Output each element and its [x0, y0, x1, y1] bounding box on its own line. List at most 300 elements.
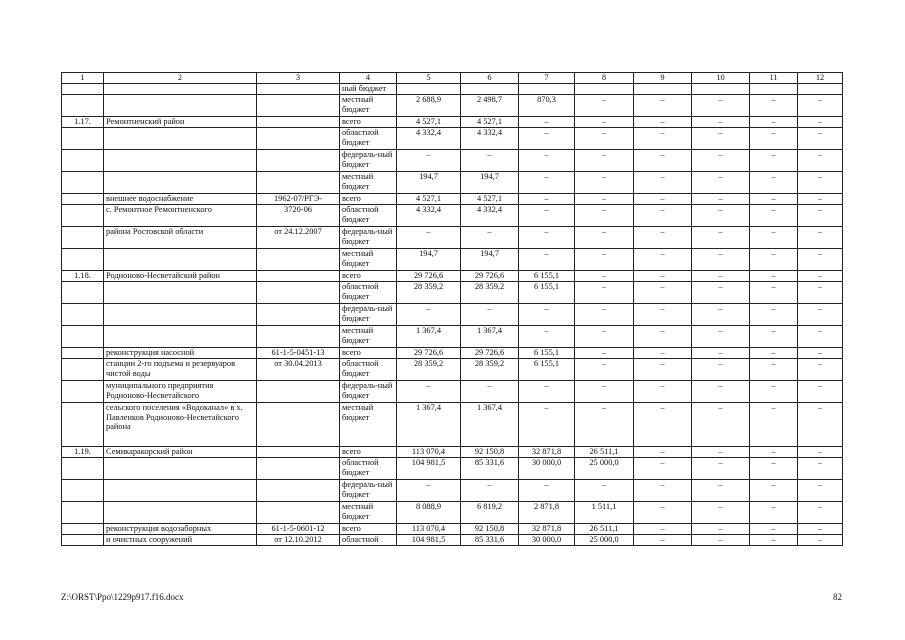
- table-cell: Родионово-Несветайский район: [104, 271, 257, 282]
- table-cell: –: [575, 282, 634, 304]
- table-cell: [62, 249, 104, 271]
- table-cell: сельского поселения «Водоканал» в х. Павленков Родионово-Несветайского района: [104, 403, 257, 447]
- table-cell: –: [750, 502, 798, 524]
- table-cell: 194,7: [461, 172, 519, 194]
- table-cell: 4 527,1: [397, 117, 461, 128]
- table-cell: 1962-07/РГЭ-: [257, 194, 340, 205]
- table-cell: 4 332,4: [461, 128, 519, 150]
- table-cell: [257, 84, 340, 95]
- table-cell: [104, 480, 257, 502]
- column-header-4: 4: [340, 73, 397, 84]
- table-cell: [62, 282, 104, 304]
- table-cell: 92 150,8: [461, 447, 519, 458]
- table-cell: –: [750, 359, 798, 381]
- table-cell: –: [798, 403, 843, 447]
- column-header-8: 8: [575, 73, 634, 84]
- table-cell: [62, 480, 104, 502]
- table-cell: –: [519, 326, 575, 348]
- table-cell: –: [575, 194, 634, 205]
- table-cell: –: [634, 95, 692, 117]
- table-cell: –: [634, 502, 692, 524]
- column-header-3: 3: [257, 73, 340, 84]
- table-cell: –: [575, 128, 634, 150]
- table-cell: –: [692, 502, 750, 524]
- table-cell: –: [519, 249, 575, 271]
- table-cell: –: [750, 227, 798, 249]
- table-cell: –: [634, 535, 692, 546]
- table-cell: –: [692, 194, 750, 205]
- table-cell: всего: [340, 194, 397, 205]
- table-row: [62, 458, 843, 480]
- table-cell: станции 2-го подъема и резервуаров чистой воды: [104, 359, 257, 381]
- table-cell: –: [634, 359, 692, 381]
- table-cell: –: [692, 403, 750, 447]
- column-header-10: 10: [692, 73, 750, 84]
- table-cell: всего: [340, 348, 397, 359]
- table-cell: [257, 447, 340, 458]
- table-cell: –: [634, 458, 692, 480]
- table-cell: 2 871,8: [519, 502, 575, 524]
- table-cell: [257, 381, 340, 403]
- table-cell: –: [634, 205, 692, 227]
- table-cell: федераль-ный бюджет: [340, 150, 397, 172]
- table-cell: –: [575, 117, 634, 128]
- table-cell: –: [575, 304, 634, 326]
- table-cell: –: [575, 150, 634, 172]
- table-cell: –: [798, 128, 843, 150]
- table-cell: всего: [340, 524, 397, 535]
- table-cell: 6 155,1: [519, 359, 575, 381]
- table-cell: –: [575, 326, 634, 348]
- table-cell: 30 000,0: [519, 535, 575, 546]
- table-cell: –: [461, 150, 519, 172]
- table-cell: –: [397, 227, 461, 249]
- table-cell: [104, 128, 257, 150]
- table-cell: [104, 304, 257, 326]
- table-cell: местный бюджет: [340, 95, 397, 117]
- table-cell: –: [575, 205, 634, 227]
- table-cell: [62, 227, 104, 249]
- table-cell: [257, 95, 340, 117]
- table-cell: –: [519, 304, 575, 326]
- table-cell: [62, 458, 104, 480]
- table-cell: –: [634, 128, 692, 150]
- table-cell: –: [750, 348, 798, 359]
- table-cell: –: [634, 480, 692, 502]
- table-cell: [257, 271, 340, 282]
- table-cell: [798, 84, 843, 95]
- column-header-6: 6: [461, 73, 519, 84]
- table-cell: [257, 326, 340, 348]
- table-cell: 1.18.: [62, 271, 104, 282]
- table-cell: –: [798, 502, 843, 524]
- table-cell: всего: [340, 117, 397, 128]
- table-cell: [397, 84, 461, 95]
- table-cell: –: [692, 172, 750, 194]
- table-cell: от 30.04.2013: [257, 359, 340, 381]
- table-cell: –: [634, 348, 692, 359]
- table-cell: 8 088,9: [397, 502, 461, 524]
- table-cell: областной бюджет: [340, 205, 397, 227]
- table-cell: [104, 150, 257, 172]
- table-cell: –: [692, 458, 750, 480]
- column-header-1: 1: [62, 73, 104, 84]
- budget-table: [61, 72, 843, 546]
- table-cell: [692, 84, 750, 95]
- table-cell: [257, 117, 340, 128]
- table-cell: [257, 458, 340, 480]
- table-cell: –: [798, 95, 843, 117]
- table-cell: –: [692, 348, 750, 359]
- table-cell: всего: [340, 447, 397, 458]
- table-cell: 85 331,6: [461, 458, 519, 480]
- table-cell: –: [798, 282, 843, 304]
- table-cell: Ремонтненский район: [104, 117, 257, 128]
- table-cell: –: [692, 282, 750, 304]
- table-cell: –: [575, 480, 634, 502]
- table-cell: [257, 282, 340, 304]
- table-cell: –: [634, 271, 692, 282]
- table-cell: [62, 304, 104, 326]
- table-cell: –: [634, 227, 692, 249]
- table-cell: местный бюджет: [340, 403, 397, 447]
- table-cell: –: [798, 359, 843, 381]
- table-cell: областной бюджет: [340, 282, 397, 304]
- table-cell: –: [692, 359, 750, 381]
- table-cell: –: [750, 480, 798, 502]
- table-cell: реконструкция водозаборных: [104, 524, 257, 535]
- table-cell: –: [750, 194, 798, 205]
- table-cell: –: [750, 403, 798, 447]
- table-cell: 1 367,4: [461, 326, 519, 348]
- table-cell: [104, 502, 257, 524]
- table-cell: –: [692, 271, 750, 282]
- table-cell: 1 511,1: [575, 502, 634, 524]
- table-row: [62, 128, 843, 150]
- table-cell: –: [798, 150, 843, 172]
- table-cell: –: [798, 480, 843, 502]
- table-cell: [62, 348, 104, 359]
- table-cell: –: [750, 535, 798, 546]
- table-cell: 1.17.: [62, 117, 104, 128]
- table-cell: –: [750, 282, 798, 304]
- table-cell: местный бюджет: [340, 326, 397, 348]
- table-cell: –: [575, 227, 634, 249]
- table-cell: и очистных сооружений: [104, 535, 257, 546]
- table-cell: –: [397, 480, 461, 502]
- table-cell: 6 155,1: [519, 282, 575, 304]
- table-cell: от 12.10.2012: [257, 535, 340, 546]
- table-cell: –: [798, 271, 843, 282]
- table-cell: –: [798, 348, 843, 359]
- table-cell: [104, 249, 257, 271]
- table-cell: –: [750, 271, 798, 282]
- table-cell: –: [461, 304, 519, 326]
- table-cell: –: [397, 304, 461, 326]
- table-cell: –: [397, 381, 461, 403]
- table-cell: –: [519, 117, 575, 128]
- table-cell: 1 367,4: [397, 403, 461, 447]
- table-cell: –: [634, 447, 692, 458]
- table-cell: [257, 480, 340, 502]
- table-cell: –: [692, 249, 750, 271]
- table-cell: [104, 326, 257, 348]
- table-cell: федераль-ный бюджет: [340, 480, 397, 502]
- table-cell: 2 498,7: [461, 95, 519, 117]
- table-cell: [104, 282, 257, 304]
- table-row: [62, 524, 843, 535]
- table-cell: –: [519, 381, 575, 403]
- table-row: [62, 502, 843, 524]
- table-cell: 194,7: [397, 172, 461, 194]
- table-cell: –: [519, 150, 575, 172]
- table-cell: –: [750, 205, 798, 227]
- table-cell: 2 688,9: [397, 95, 461, 117]
- table-cell: –: [750, 326, 798, 348]
- table-cell: –: [575, 271, 634, 282]
- table-cell: [62, 150, 104, 172]
- table-cell: 104 981,5: [397, 535, 461, 546]
- table-cell: –: [634, 403, 692, 447]
- table-cell: 30 000,0: [519, 458, 575, 480]
- table-cell: [62, 194, 104, 205]
- table-cell: внешнее водоснабжение: [104, 194, 257, 205]
- table-cell: всего: [340, 271, 397, 282]
- table-cell: [257, 304, 340, 326]
- table-cell: федераль-ный бюджет: [340, 227, 397, 249]
- table-cell: 32 871,8: [519, 447, 575, 458]
- table-cell: 28 359,2: [461, 359, 519, 381]
- table-cell: с. Ремонтное Ремонтненского: [104, 205, 257, 227]
- table-cell: –: [692, 117, 750, 128]
- table-cell: –: [750, 117, 798, 128]
- table-cell: федераль-ный бюджет: [340, 304, 397, 326]
- table-cell: [634, 84, 692, 95]
- table-cell: 25 000,0: [575, 535, 634, 546]
- table-cell: –: [461, 381, 519, 403]
- table-row: [62, 271, 843, 282]
- table-cell: 61-1-5-0451-13: [257, 348, 340, 359]
- table-cell: –: [798, 117, 843, 128]
- table-cell: –: [461, 480, 519, 502]
- table-cell: [62, 524, 104, 535]
- table-cell: –: [750, 447, 798, 458]
- file-path: Z:\ORST\Ppo\1229p917.f16.docx: [61, 592, 184, 602]
- table-cell: 4 332,4: [397, 205, 461, 227]
- table-cell: от 24.12.2007: [257, 227, 340, 249]
- table-cell: –: [634, 150, 692, 172]
- table-cell: [62, 326, 104, 348]
- table-cell: –: [575, 95, 634, 117]
- table-cell: –: [634, 282, 692, 304]
- table-cell: 3720-06: [257, 205, 340, 227]
- table-cell: –: [692, 95, 750, 117]
- table-cell: 113 070,4: [397, 447, 461, 458]
- table-cell: 32 871,8: [519, 524, 575, 535]
- table-cell: –: [692, 128, 750, 150]
- table-cell: –: [692, 205, 750, 227]
- table-cell: –: [519, 194, 575, 205]
- table-row: [62, 403, 843, 447]
- table-cell: 28 359,2: [397, 282, 461, 304]
- table-cell: [461, 84, 519, 95]
- table-cell: –: [750, 381, 798, 403]
- table-cell: –: [575, 172, 634, 194]
- table-cell: –: [692, 447, 750, 458]
- table-cell: 6 155,1: [519, 271, 575, 282]
- table-cell: –: [634, 172, 692, 194]
- table-cell: –: [750, 524, 798, 535]
- column-header-7: 7: [519, 73, 575, 84]
- table-cell: 4 332,4: [461, 205, 519, 227]
- table-row: [62, 249, 843, 271]
- table-cell: [104, 458, 257, 480]
- table-cell: 6 819,2: [461, 502, 519, 524]
- table-cell: ный бюджет: [340, 84, 397, 95]
- table-row: [62, 227, 843, 249]
- table-cell: 29 726,6: [397, 348, 461, 359]
- table-cell: 1.19.: [62, 447, 104, 458]
- table-cell: –: [575, 381, 634, 403]
- table-cell: 113 070,4: [397, 524, 461, 535]
- table-row: [62, 84, 843, 95]
- column-header-2: 2: [104, 73, 257, 84]
- table-cell: местный бюджет: [340, 249, 397, 271]
- table-cell: 29 726,6: [461, 271, 519, 282]
- table-cell: –: [692, 524, 750, 535]
- table-cell: –: [692, 304, 750, 326]
- table-cell: [257, 403, 340, 447]
- table-cell: –: [750, 249, 798, 271]
- table-cell: [519, 84, 575, 95]
- table-cell: –: [798, 458, 843, 480]
- table-cell: –: [634, 117, 692, 128]
- table-cell: областной бюджет: [340, 458, 397, 480]
- table-cell: –: [798, 381, 843, 403]
- table-cell: –: [798, 447, 843, 458]
- table-cell: 4 527,1: [461, 117, 519, 128]
- table-cell: [62, 205, 104, 227]
- table-cell: –: [461, 227, 519, 249]
- table-cell: федераль-ный бюджет: [340, 381, 397, 403]
- table-row: [62, 205, 843, 227]
- table-cell: –: [798, 172, 843, 194]
- table-cell: областной: [340, 535, 397, 546]
- table-cell: 6 155,1: [519, 348, 575, 359]
- table-header-row: [62, 73, 843, 84]
- table-cell: –: [750, 95, 798, 117]
- table-cell: [62, 84, 104, 95]
- table-cell: местный бюджет: [340, 502, 397, 524]
- table-cell: –: [634, 381, 692, 403]
- table-cell: [62, 128, 104, 150]
- table-cell: –: [692, 535, 750, 546]
- table-cell: 61-1-5-0601-12: [257, 524, 340, 535]
- table-row: [62, 304, 843, 326]
- table-cell: 4 527,1: [397, 194, 461, 205]
- column-header-11: 11: [750, 73, 798, 84]
- table-cell: 85 331,6: [461, 535, 519, 546]
- table-cell: –: [798, 304, 843, 326]
- table-cell: –: [750, 304, 798, 326]
- table-cell: 29 726,6: [397, 271, 461, 282]
- table-cell: [104, 84, 257, 95]
- table-cell: 4 332,4: [397, 128, 461, 150]
- table-cell: [62, 95, 104, 117]
- table-cell: –: [798, 205, 843, 227]
- table-cell: местный бюджет: [340, 172, 397, 194]
- table-cell: [104, 95, 257, 117]
- table-cell: –: [397, 150, 461, 172]
- table-cell: –: [519, 227, 575, 249]
- table-row: [62, 150, 843, 172]
- table-cell: 1 367,4: [461, 403, 519, 447]
- table-cell: –: [519, 128, 575, 150]
- table-cell: –: [798, 326, 843, 348]
- table-row: [62, 535, 843, 546]
- table-cell: [62, 535, 104, 546]
- table-cell: [750, 84, 798, 95]
- table-cell: –: [798, 524, 843, 535]
- table-cell: [575, 84, 634, 95]
- table-cell: –: [750, 150, 798, 172]
- table-row: [62, 117, 843, 128]
- table-cell: района Ростовской области: [104, 227, 257, 249]
- column-header-9: 9: [634, 73, 692, 84]
- table-cell: –: [519, 205, 575, 227]
- table-cell: 870,3: [519, 95, 575, 117]
- table-cell: [62, 403, 104, 447]
- table-cell: –: [575, 348, 634, 359]
- table-cell: [257, 128, 340, 150]
- table-cell: [257, 172, 340, 194]
- column-header-5: 5: [397, 73, 461, 84]
- table-cell: муниципального предприятия Родионово-Несветайского: [104, 381, 257, 403]
- table-cell: [62, 359, 104, 381]
- table-cell: 194,7: [397, 249, 461, 271]
- table-cell: [104, 172, 257, 194]
- table-cell: –: [575, 403, 634, 447]
- table-row: [62, 172, 843, 194]
- table-cell: [62, 502, 104, 524]
- table-cell: 26 511,1: [575, 524, 634, 535]
- table-cell: 28 359,2: [397, 359, 461, 381]
- table-cell: –: [634, 326, 692, 348]
- table-row: [62, 447, 843, 458]
- table-cell: 4 527,1: [461, 194, 519, 205]
- table-cell: –: [798, 249, 843, 271]
- table-cell: –: [519, 172, 575, 194]
- table-cell: 28 359,2: [461, 282, 519, 304]
- table-cell: реконструкция насосной: [104, 348, 257, 359]
- table-cell: Семикаракорский район: [104, 447, 257, 458]
- table-cell: –: [575, 249, 634, 271]
- table-row: [62, 282, 843, 304]
- table-row: [62, 480, 843, 502]
- table-cell: 92 150,8: [461, 524, 519, 535]
- table-cell: –: [634, 524, 692, 535]
- table-cell: –: [750, 172, 798, 194]
- table-cell: –: [519, 403, 575, 447]
- table-cell: 25 000,0: [575, 458, 634, 480]
- table-cell: –: [575, 359, 634, 381]
- table-cell: –: [634, 304, 692, 326]
- table-row: [62, 326, 843, 348]
- table-cell: –: [634, 249, 692, 271]
- table-row: [62, 348, 843, 359]
- column-header-12: 12: [798, 73, 843, 84]
- table-cell: –: [692, 227, 750, 249]
